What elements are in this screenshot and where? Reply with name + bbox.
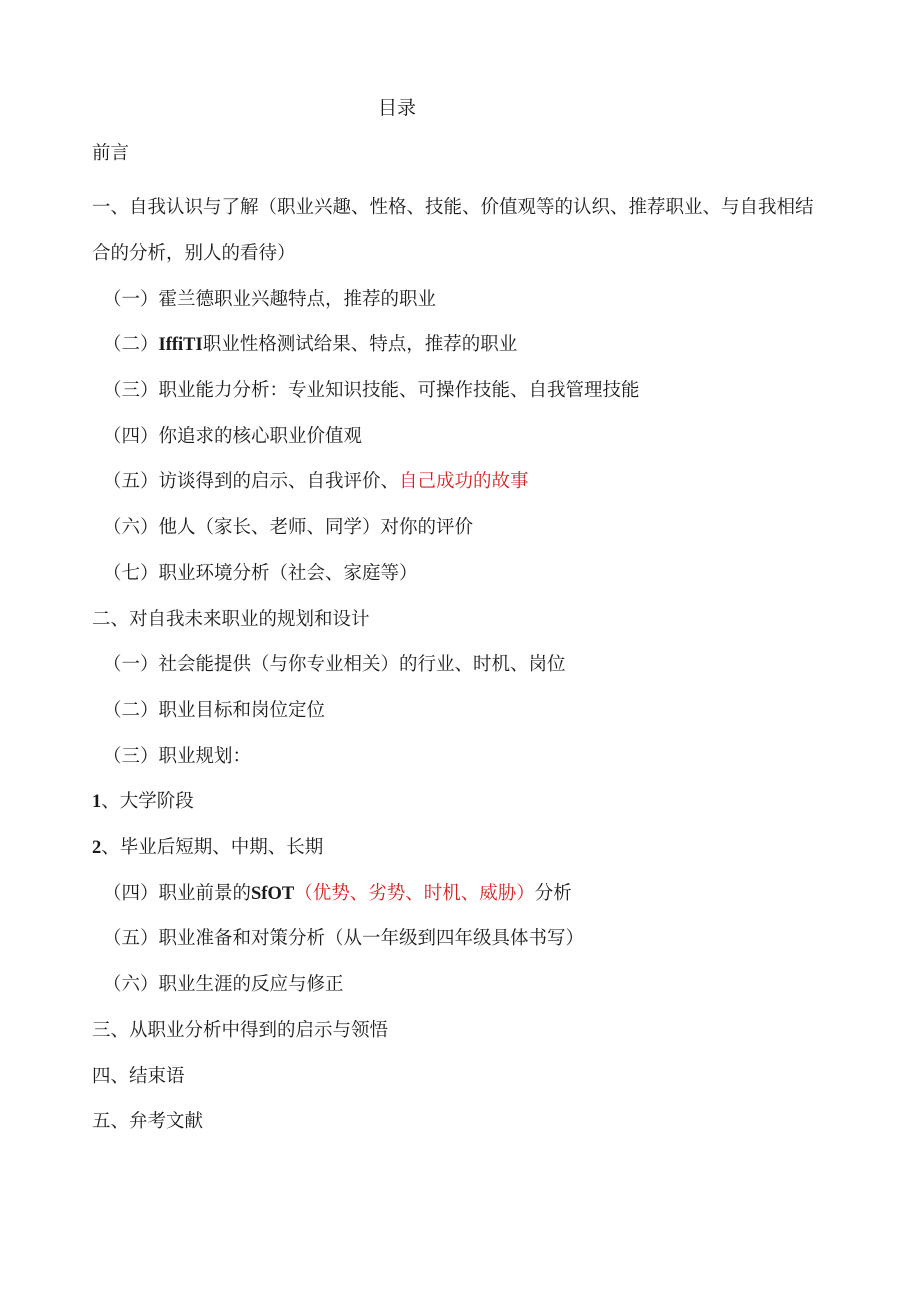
toc-section-2: 二、对自我未来职业的规划和设计 [92, 609, 370, 630]
subitem-text: 、毕业后短期、中期、长期 [101, 837, 324, 858]
toc-section-5: 五、弁考文献 [92, 1111, 204, 1132]
toc-section-2-item-1: （一）社会能提供（与你专业相关）的行业、时机、岗位 [103, 654, 566, 675]
toc-section-3: 三、从职业分析中得到的启示与领悟 [92, 1020, 389, 1041]
toc-section-2-item-3: （三）职业规划： [103, 746, 252, 767]
highlighted-text: （优势、劣势、时机、威胁） [294, 883, 535, 904]
toc-section-1-item-1: （一）霍兰德职业兴趣特点，推荐的职业 [103, 289, 437, 310]
toc-preface: 前言 [92, 143, 130, 164]
toc-section-4: 四、结束语 [92, 1066, 185, 1087]
item-text: 职业性格测试给果、特点，推荐的职业 [202, 334, 518, 355]
toc-section-1-item-3: （三）职业能力分析：专业知识技能、可操作技能、自我管理技能 [103, 380, 640, 401]
toc-section-1-item-6: （六）他人（家长、老师、同学）对你的评价 [103, 517, 474, 538]
toc-section-2-item-4 [103, 880, 572, 908]
toc-section-1-item-2 [103, 331, 517, 359]
item-prefix: （二） [103, 334, 159, 355]
toc-section-1-item-4: （四）你追求的核心职业价值观 [103, 426, 363, 447]
toc-section-1-item-5 [103, 468, 529, 496]
item-text: （五）访谈得到的启示、自我评价、 [103, 471, 400, 492]
toc-section-2-item-6: （六）职业生涯的反应与修正 [103, 974, 344, 995]
test-code: IffiTI [158, 335, 203, 355]
toc-section-2-item-5: （五）职业准备和对策分析（从一年级到四年级具体书写） [103, 928, 585, 949]
toc-section-2-subitem-2 [92, 834, 323, 862]
subitem-text: 、大学阶段 [101, 791, 194, 812]
toc-section-1-line-1: 一、自我认识与了解（职业兴趣、性格、技能、价值观等的认织、推荐职业、与自我相结 [92, 197, 814, 218]
item-suffix: 分析 [534, 883, 572, 904]
toc-section-1-item-7: （七）职业环境分析（社会、家庭等） [103, 563, 418, 584]
item-prefix: （四）职业前景的 [103, 883, 252, 904]
toc-title: 目录 [377, 97, 416, 119]
highlighted-text: 自己成功的故事 [399, 471, 529, 492]
toc-section-1-line-2: 合的分析，别人的看待） [92, 243, 296, 264]
swot-code: SfOT [251, 884, 295, 904]
toc-section-2-subitem-1 [92, 788, 194, 816]
subitem-number: 1 [92, 792, 102, 812]
subitem-number: 2 [92, 838, 102, 858]
toc-section-2-item-2: （二）职业目标和岗位定位 [103, 700, 326, 721]
